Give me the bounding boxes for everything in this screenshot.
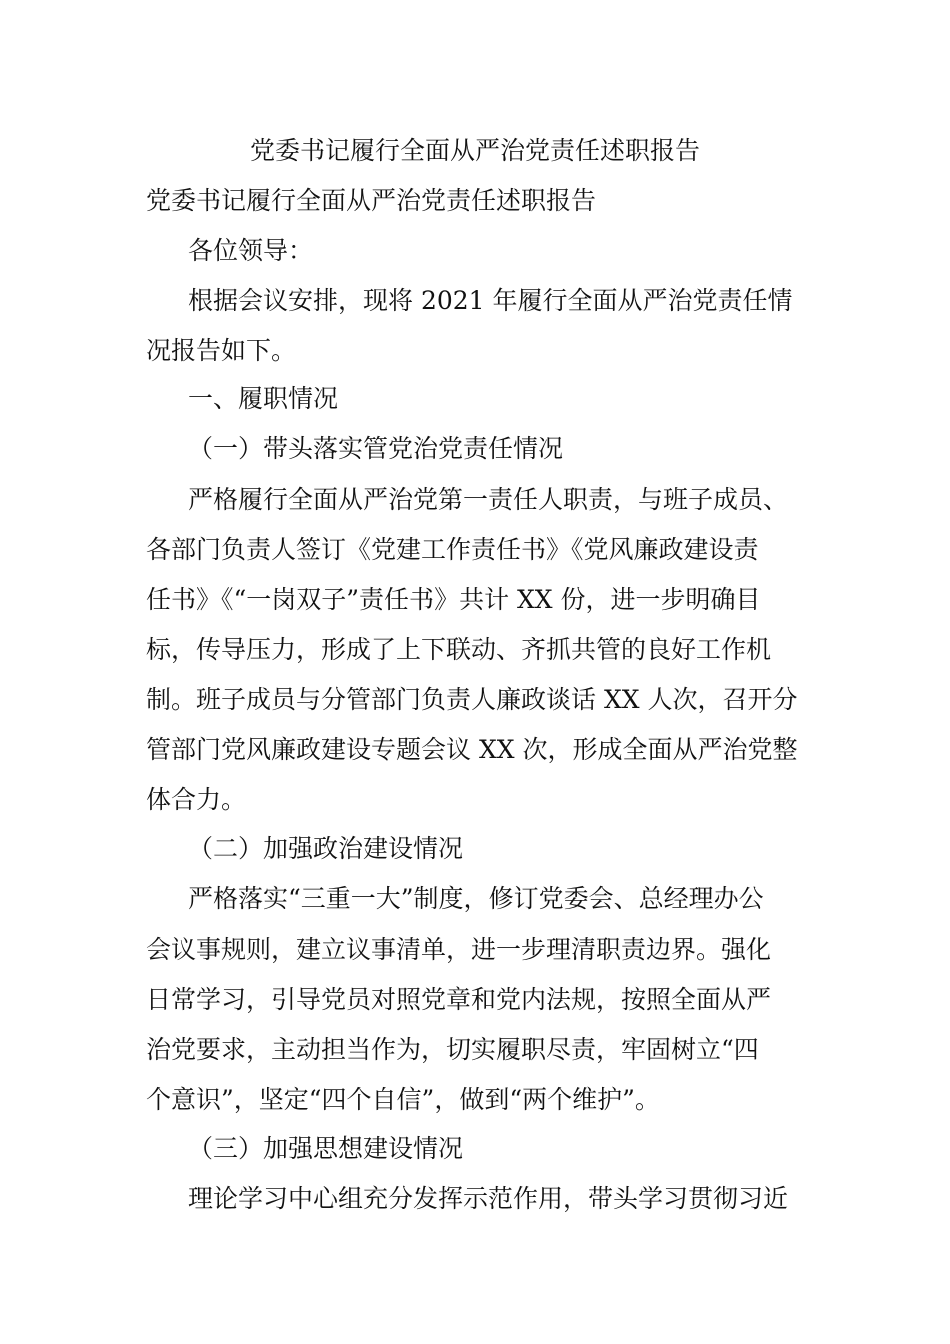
document-line: 一、履职情况 xyxy=(188,384,339,413)
document-line: 体合力。 xyxy=(146,785,247,814)
document-line: 理论学习中心组充分发挥示范作用，带头学习贯彻习近 xyxy=(188,1184,789,1213)
document-line: （三）加强思想建设情况 xyxy=(188,1134,464,1163)
document-line: 标，传导压力，形成了上下联动、齐抓共管的良好工作机 xyxy=(146,635,772,664)
document-line: 管部门党风廉政建设专题会议 XX 次，形成全面从严治党整 xyxy=(146,735,798,764)
document-line: （一）带头落实管党治党责任情况 xyxy=(188,434,564,463)
document-line: 根据会议安排，现将 2021 年履行全面从严治党责任情 xyxy=(188,286,793,315)
document-line: 严格落实“三重一大”制度，修订党委会、总经理办公 xyxy=(188,884,764,913)
document-line: 日常学习，引导党员对照党章和党内法规，按照全面从严 xyxy=(146,985,772,1014)
document-line: 各部门负责人签订《党建工作责任书》《党风廉政建设责 xyxy=(146,535,759,564)
document-line: 会议事规则，建立议事清单，进一步理清职责边界。强化 xyxy=(146,935,772,964)
document-line: 严格履行全面从严治党第一责任人职责，与班子成员、 xyxy=(188,485,789,514)
document-line: 个意识”，坚定“四个自信”，做到“两个维护”。 xyxy=(146,1085,660,1114)
document-line: 任书》《“一岗双子”责任书》共计 XX 份，进一步明确目 xyxy=(146,585,761,614)
document-title: 党委书记履行全面从严治党责任述职报告 xyxy=(249,136,700,165)
document-line: 制。班子成员与分管部门负责人廉政谈话 XX 人次，召开分 xyxy=(146,685,798,714)
document-line: 治党要求，主动担当作为，切实履职尽责，牢固树立“四 xyxy=(146,1035,759,1064)
document-line: （二）加强政治建设情况 xyxy=(188,834,464,863)
document-line: 各位领导： xyxy=(188,236,314,265)
document-line: 党委书记履行全面从严治党责任述职报告 xyxy=(146,186,597,215)
document-line: 况报告如下。 xyxy=(146,336,297,365)
